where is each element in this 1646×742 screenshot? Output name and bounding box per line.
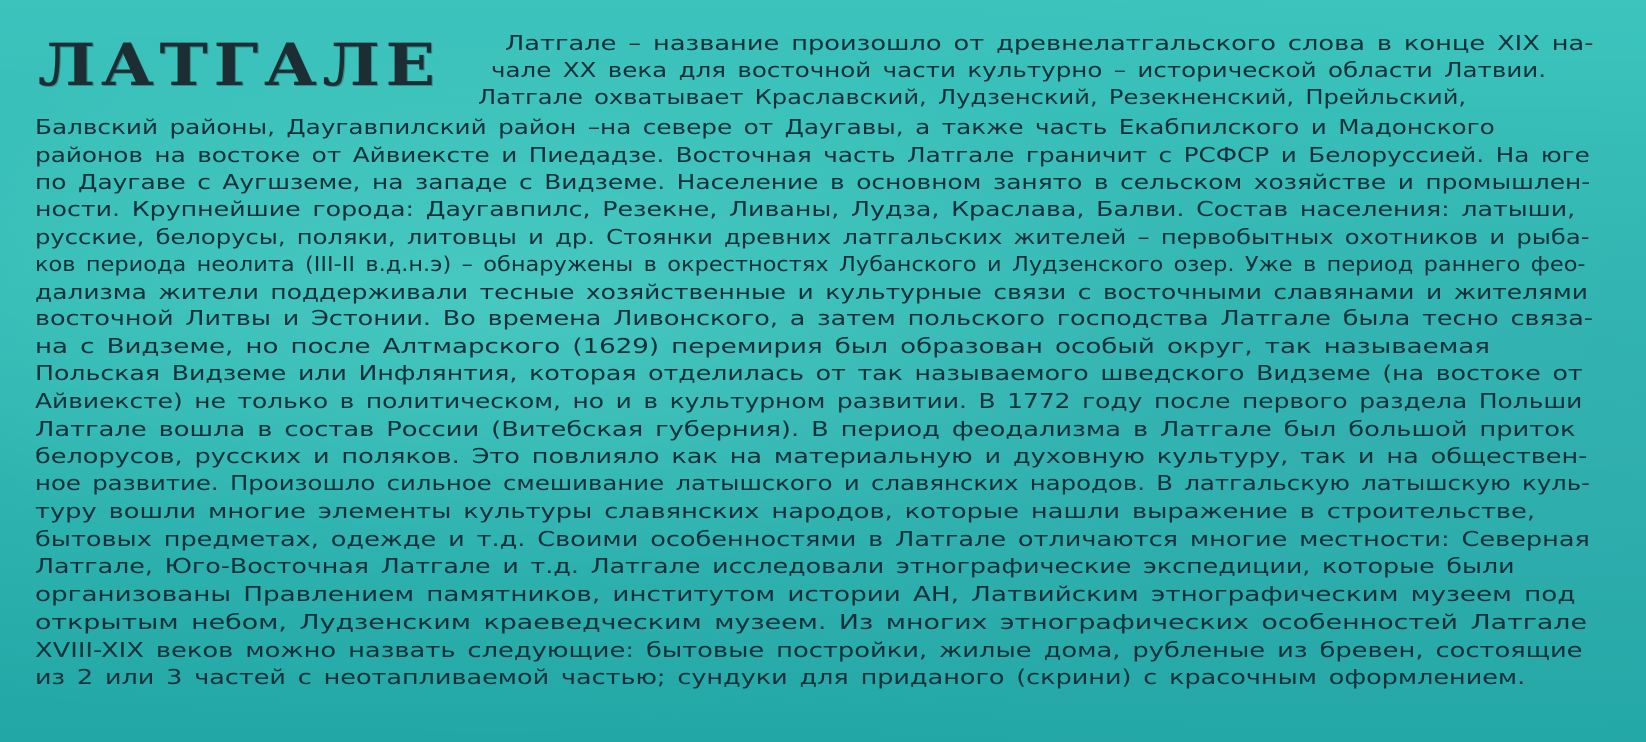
text-line: чале XX века для восточной части культурно – исторической области Латвии. [491,58,1547,82]
text-line: восточной Литвы и Эстонии. Во времена Ливонского, а затем польского господства Латгале была тесно связа- [35,306,1594,330]
text-line: белорусов, русских и поляков. Это повлияло как на материальную и духовную культуру, так и на обществен- [35,444,1588,468]
text-line: ности. Крупнейшие города: Даугавпилс, Резекне, Ливаны, Лудза, Краслава, Балви. Состав населения: латыши, [35,197,1576,221]
text-line: бытовых предметах, одежде и т.д. Своими особенностями в Латгале отличаются многие местности: Северная [35,527,1590,551]
text-line: Латгале – название произошло от древнелатгальского слова в конце XIX на- [505,31,1594,55]
text-line: Латгале вошла в состав России (Витебская губерния). В период феодализма в Латгале был большой приток [35,417,1576,441]
text-line: Латгале, Юго-Восточная Латгале и т.д. Латгале исследовали этнографические экспедиции, которые были [35,554,1515,578]
text-line: по Даугаве с Аугшземе, на западе с Видземе. Население в основном занято в сельском хозяйстве и промышлен- [35,170,1591,194]
text-line: ное развитие. Произошло сильное смешивание латышского и славянских народов. В латгальскую латышскую куль- [35,471,1590,495]
text-line: Латгале охватывает Краславский, Лудзенский, Резекненский, Прейльский, [478,85,1467,109]
panel-title: ЛАТГАЛЕ [38,31,441,99]
text-line: Балвский районы, Даугавпилский район –на севере от Даугавы, а также часть Екабпилского и Мадонского [35,115,1495,139]
text-line: туру вошли многие элементы культуры славянских народов, которые нашли выражение в строительстве, [35,499,1536,523]
text-line: дализма жители поддерживали тесные хозяйственные и культурные связи с восточными славянами и жителями [35,280,1588,304]
text-line: XVIII-XIX веков можно назвать следующие: бытовые постройки, жилые дома, рубленые из бревен, состоящие [35,638,1583,662]
text-line: открытым небом, Лудзенским краеведческим музеем. Из многих этнографических особенностей Латгале [35,610,1587,634]
text-line: из 2 или 3 частей с неотапливаемой частью; сундуки для приданого (скрини) с красочным оформлением. [35,665,1526,689]
text-line: Айвиексте) не только в политическом, но и в культурном развитии. В 1772 году после первого раздела Польши [35,389,1583,413]
text-line: организованы Правлением памятников, институтом истории АН, Латвийским этнографическим музеем под [35,582,1576,606]
text-line: ков периода неолита (III-II в.д.н.э) – обнаружены в окрестностях Лубанского и Лудзенского озер. Уже в период раннего фео- [35,252,1586,276]
text-line: на с Видземе, но после Алтмарского (1629) перемирия был образован особый округ, так называемая [35,334,1490,358]
text-line: Польская Видземе или Инфлянтия, которая отделилась от так называемого шведского Видземе (на востоке от [35,361,1583,385]
text-line: районов на востоке от Айвиексте и Пиедадзе. Восточная часть Латгале граничит с РСФСР и Белоруссией. На юге [35,143,1590,167]
text-line: русские, белорусы, поляки, литовцы и др. Стоянки древних латгальских жителей – первобытных охотников и рыба- [35,225,1590,249]
